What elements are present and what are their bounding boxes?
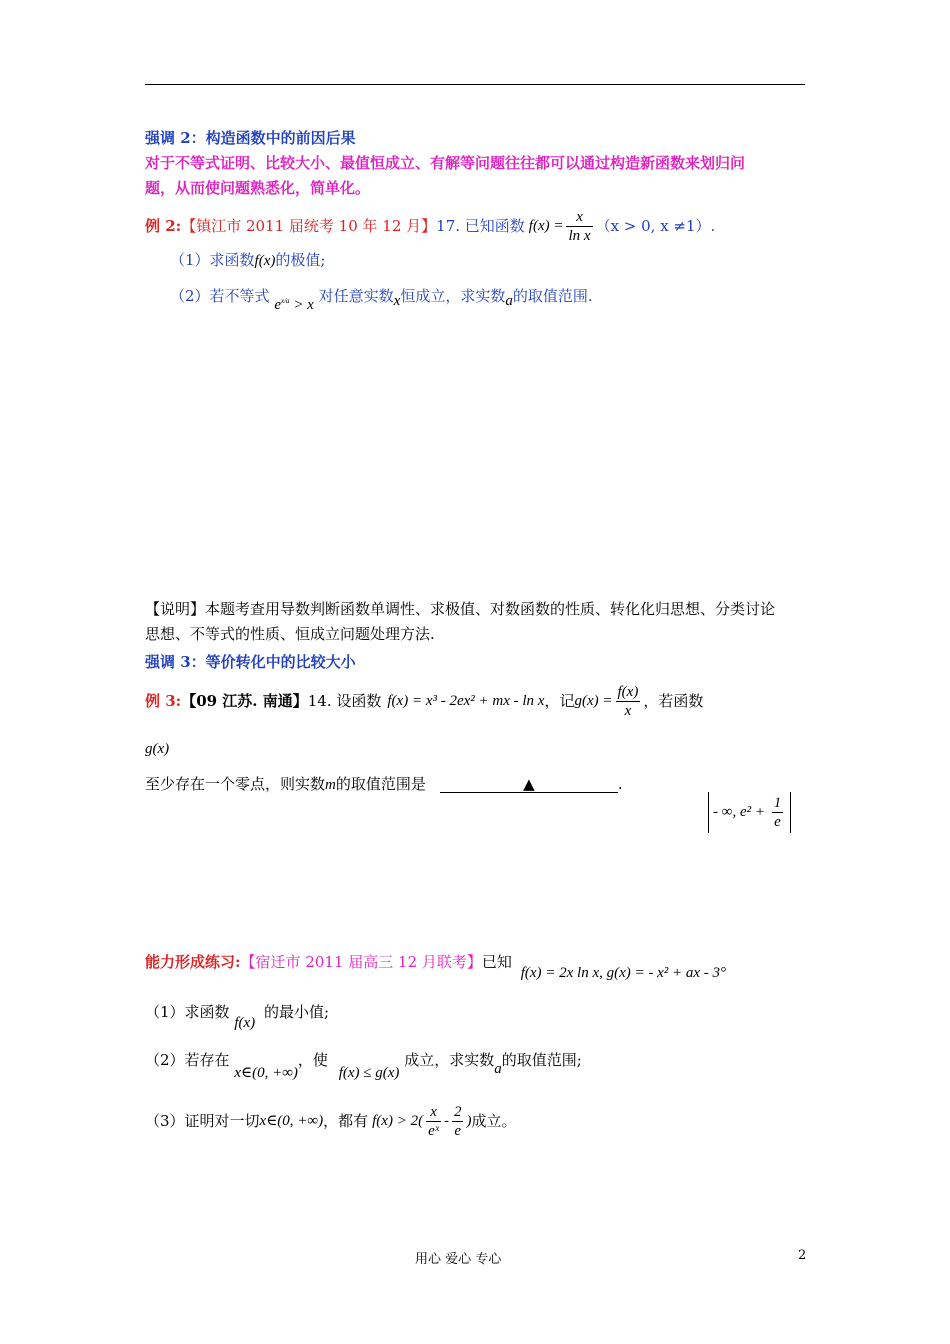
- example-3-question-text: 至少存在一个零点，则实数: [145, 775, 326, 793]
- section-3-heading: 强调 3：等价转化中的比较大小: [145, 653, 356, 671]
- ineq-base: e: [274, 297, 281, 313]
- frac2-num: 2: [453, 1103, 462, 1120]
- example-2-part2-text3: 恒成立，求实数: [400, 287, 506, 305]
- practice-part3-set: x∈(0, +∞): [259, 1113, 324, 1129]
- frac1-den: eˣ: [428, 1122, 439, 1139]
- example-2-fraction-den: ln x: [568, 227, 591, 244]
- example-2-part2-text: （2）若不等式: [170, 287, 270, 305]
- example-3-question: [145, 774, 623, 795]
- example-2-part2-text4: 的取值范围.: [512, 287, 593, 305]
- practice-part2-text3: 成立，求实数: [404, 1051, 495, 1069]
- header-rule: [145, 84, 805, 85]
- example-3-question-var: m: [325, 777, 336, 793]
- page-number: 2: [798, 1248, 807, 1263]
- example-2-func-lhs: f(x) =: [528, 218, 564, 234]
- practice-part2-text4: 的取值范围;: [501, 1051, 582, 1069]
- example-2-condition: （x > 0, x ≠1）.: [595, 217, 716, 235]
- practice-part2-param: a: [494, 1061, 502, 1077]
- example-3-intro: 14. 设函数: [307, 692, 382, 710]
- practice-part2: [145, 1050, 582, 1081]
- practice-part2-ineq: f(x) ≤ g(x): [338, 1065, 400, 1081]
- example-2-source: 【镇江市 2011 届统考 10 年 12 月】: [181, 217, 437, 235]
- practice-part3-lhs: f(x) > 2(: [372, 1113, 424, 1129]
- example-2-fraction: [566, 208, 592, 245]
- example-2-label: 例 2:: [145, 217, 182, 235]
- practice-funcs: f(x) = 2x ln x, g(x) = - x² + ax - 3°: [520, 965, 727, 981]
- example-3-source: 【09 江苏. 南通】: [181, 692, 308, 710]
- practice-part3-tail: 成立。: [471, 1112, 517, 1130]
- example-2-part1-func: f(x): [254, 253, 276, 269]
- example-2-part2-param: a: [505, 293, 513, 309]
- answer-fraction-den: e: [772, 812, 784, 831]
- example-2-part2-ineq: [274, 297, 314, 313]
- ineq-exponent: x/a: [281, 297, 290, 305]
- example-3-func: f(x) = x³ - 2ex² + mx - ln x: [387, 693, 545, 709]
- example-3-question-text2: 的取值范围是: [335, 775, 426, 793]
- practice-part2-text2: ，使: [297, 1051, 328, 1069]
- example-2-line: [145, 206, 715, 246]
- example-2-part2-var: x: [393, 293, 401, 309]
- note-line1: 【说明】本题考查用导数判断函数单调性、求极值、对数函数的性质、转化化归思想、分类讨论: [145, 600, 776, 618]
- answer-fraction-num: 1: [773, 795, 782, 811]
- practice-part3-minus: -: [443, 1113, 449, 1129]
- example-2-part1-text: （1）求函数: [170, 251, 255, 269]
- practice-line: [145, 952, 727, 981]
- section-2-desc-line1: 对于不等式证明、比较大小、最值恒成立、有解等问题往往都可以通过构造新函数来划归问: [145, 154, 746, 172]
- example-3-fraction-num: f(x): [617, 683, 639, 700]
- practice-part3-close: ): [466, 1113, 472, 1129]
- example-3-label: 例 3:: [145, 692, 182, 710]
- frac1-num: x: [430, 1103, 437, 1120]
- example-3-g-line: g(x): [145, 741, 170, 757]
- answer-blank: [440, 776, 618, 793]
- triangle-icon: ▲: [523, 775, 535, 793]
- practice-source: 【宿迁市 2011 届高三 12 月联考】: [240, 953, 482, 971]
- example-3-fraction: [616, 683, 641, 720]
- practice-part3-frac2: [452, 1103, 464, 1140]
- practice-part3-text: （3）证明对一切: [145, 1112, 260, 1130]
- example-3-question-end: .: [617, 775, 623, 793]
- practice-part3-frac1: [426, 1103, 441, 1140]
- practice-part2-text: （2）若存在: [145, 1051, 230, 1069]
- example-3-fraction-den: x: [616, 701, 641, 720]
- example-2-part1-tail: 的极值;: [275, 251, 326, 269]
- section-2-desc-line2: 题，从而使问题熟悉化，简单化。: [145, 179, 371, 197]
- example-2-fraction-num: x: [576, 208, 583, 225]
- example-2-part2-text2: 对任意实数: [318, 287, 394, 305]
- practice-part3: [145, 1100, 517, 1142]
- example-3-line: [145, 680, 703, 722]
- example-3-tail: ，若函数: [643, 692, 704, 710]
- practice-part1-tail: 的最小值;: [263, 1003, 329, 1021]
- example-2-part1: [170, 250, 325, 271]
- answer-interval: - ∞, e² +: [713, 803, 765, 820]
- answer-fraction: [772, 794, 784, 831]
- practice-part1-text: （1）求函数: [145, 1003, 230, 1021]
- example-3-answer: [708, 792, 791, 833]
- footer-center: 用心 爱心 专心: [415, 1252, 502, 1267]
- practice-part3-text2: ，都有: [323, 1112, 369, 1130]
- example-2-part2: [170, 283, 593, 313]
- practice-intro: 已知: [481, 953, 512, 971]
- example-3-mid: ，记: [544, 692, 575, 710]
- section-2-heading: 强调 2：构造函数中的前因后果: [145, 129, 356, 147]
- practice-part2-set: x∈(0, +∞): [234, 1065, 298, 1081]
- example-2-intro: 17. 已知函数: [436, 217, 525, 235]
- practice-label: 能力形成练习:: [145, 953, 241, 971]
- frac2-den: e: [452, 1121, 464, 1140]
- practice-part1: [145, 1002, 329, 1031]
- note-line2: 思想、不等式的性质、恒成立问题处理方法.: [145, 625, 435, 643]
- practice-part1-func: f(x): [234, 1015, 256, 1031]
- example-3-g-lhs: g(x) =: [574, 693, 613, 709]
- ineq-rhs: > x: [293, 297, 314, 313]
